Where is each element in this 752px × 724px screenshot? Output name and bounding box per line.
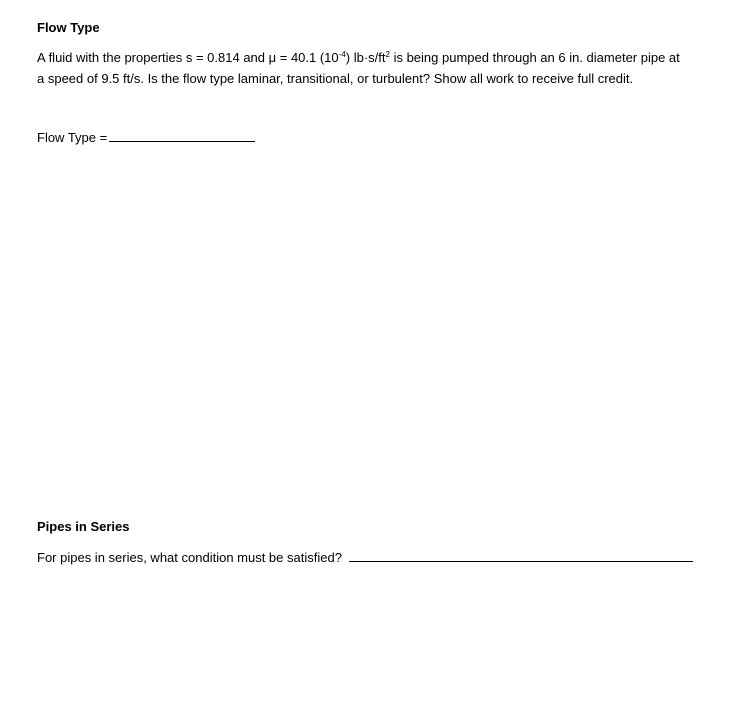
pipes-series-answer-blank[interactable] — [349, 549, 693, 562]
flow-type-answer-label: Flow Type = — [37, 130, 108, 145]
mu-exponent: -4 — [338, 50, 346, 59]
flow-type-answer-row — [37, 129, 255, 145]
mu-symbol: μ — [268, 50, 277, 65]
unit-exponent: 2 — [385, 50, 390, 59]
pipes-series-question: For pipes in series, what condition must be satisfied? — [37, 550, 342, 565]
flow-type-heading: Flow Type — [37, 20, 100, 35]
question-line-2: a speed of 9.5 ft/s. Is the flow type laminar, transitional, or turbulent? Show all work to receive full credit. — [37, 71, 634, 86]
mu-unit: ) lb·s/ft — [345, 50, 386, 65]
mu-value: = 40.1 (10 — [276, 50, 339, 65]
flow-type-question — [37, 47, 737, 89]
pipes-in-series-heading: Pipes in Series — [37, 519, 130, 534]
question-line-1 — [37, 47, 737, 68]
question-text-end: is being pumped through an 6 in. diameter pipe at — [389, 50, 680, 65]
question-text-start: A fluid with the properties s = 0.814 and — [37, 50, 269, 65]
pipes-series-question-row — [37, 549, 693, 565]
flow-type-answer-blank[interactable] — [109, 129, 255, 142]
